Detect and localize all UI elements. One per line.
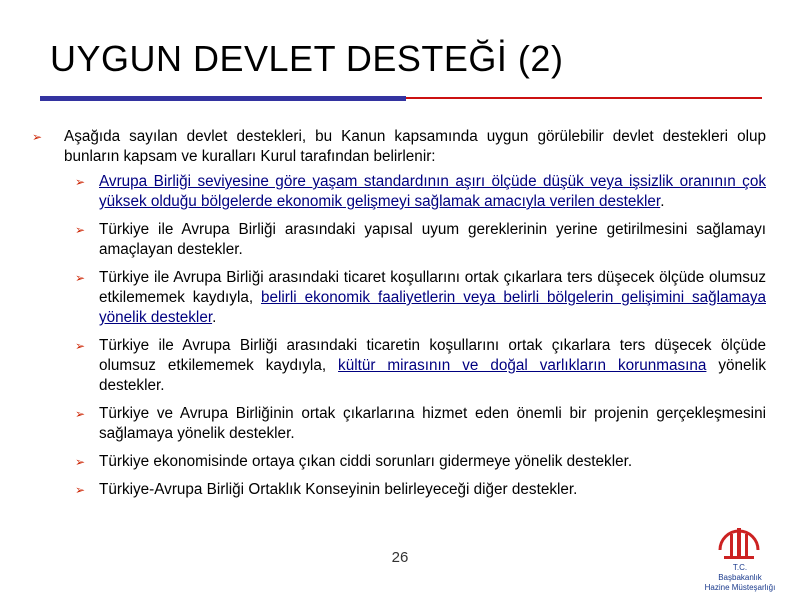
hyperlink[interactable]: Avrupa Birliği seviyesine göre yaşam standardının aşırı ölçüde düşük veya işsizlik oranının çok yüksek olduğu bölgelerde ekonomik gelişmeyi sağlamak amacıyla verilen destekler bbox=[99, 173, 766, 210]
slide-title: UYGUN DEVLET DESTEĞİ (2) bbox=[50, 38, 564, 79]
logo-line-1: T.C. bbox=[732, 563, 748, 572]
list-item bbox=[30, 404, 766, 444]
list-item bbox=[30, 452, 766, 472]
item-text: . bbox=[660, 193, 665, 210]
item-text: Türkiye ile Avrupa Birliği arasındaki ticaretin koşullarını ortak çıkarlara ters düşecek ölçüde olumsuz etkilememek kaydıyla, bbox=[99, 337, 766, 374]
arrow-bullet-icon: ➢ bbox=[75, 223, 86, 237]
arrow-bullet-icon: ➢ bbox=[75, 339, 86, 353]
list-item bbox=[30, 172, 766, 212]
intro-paragraph bbox=[30, 127, 766, 167]
item-text: Türkiye ve Avrupa Birliğinin ortak çıkarlarına hizmet eden önemli bir projenin gerçekleşmesini sağlamaya yönelik destekler. bbox=[99, 405, 766, 442]
arrow-bullet-icon: ➢ bbox=[75, 455, 86, 469]
item-text: Türkiye ekonomisinde ortaya çıkan ciddi sorunları gidermeye yönelik destekler. bbox=[99, 453, 633, 470]
list-item bbox=[30, 480, 766, 500]
list-item bbox=[30, 268, 766, 328]
arrow-bullet-icon: ➢ bbox=[75, 407, 86, 421]
arrow-bullet-icon: ➢ bbox=[75, 483, 86, 497]
logo-line-3: Hazine Müsteşarlığı bbox=[704, 583, 776, 592]
list-item bbox=[30, 220, 766, 260]
arrow-bullet-icon: ➢ bbox=[32, 130, 43, 144]
title-rule-red bbox=[406, 97, 762, 99]
arrow-bullet-icon: ➢ bbox=[75, 175, 86, 189]
item-text: Türkiye-Avrupa Birliği Ortaklık Konseyinin belirleyeceği diğer destekler. bbox=[99, 481, 578, 498]
slide-content bbox=[30, 127, 766, 508]
item-text: yönelik destekler. bbox=[99, 357, 766, 394]
list-item bbox=[30, 336, 766, 396]
treasury-logo-icon bbox=[706, 520, 772, 566]
intro-text: Aşağıda sayılan devlet destekleri, bu Kanun kapsamında uygun görülebilir devlet destekleri olup bunların kapsam ve kuralları Kurul tarafından belirlenir: bbox=[64, 128, 766, 165]
logo-caption bbox=[690, 563, 790, 593]
item-text: . bbox=[212, 309, 217, 326]
item-text: Türkiye ile Avrupa Birliği arasındaki ticaret koşullarını ortak çıkarlara ters düşecek ölçüde olumsuz etkilememek kaydıyla, bbox=[99, 269, 766, 306]
item-text: Türkiye ile Avrupa Birliği arasındaki yapısal uyum gereklerinin yerine getirilmesini sağlamayı amaçlayan destekler. bbox=[99, 221, 766, 258]
page-number: 26 bbox=[391, 549, 409, 566]
hyperlink[interactable]: kültür mirasının ve doğal varlıkların korunmasına bbox=[338, 357, 707, 374]
title-rule-blue bbox=[40, 96, 406, 101]
arrow-bullet-icon: ➢ bbox=[75, 271, 86, 285]
logo-line-2: Başbakanlık bbox=[718, 573, 762, 582]
hyperlink[interactable]: belirli ekonomik faaliyetlerin veya belirli bölgelerin gelişimini sağlamaya yönelik destekler bbox=[99, 289, 766, 326]
